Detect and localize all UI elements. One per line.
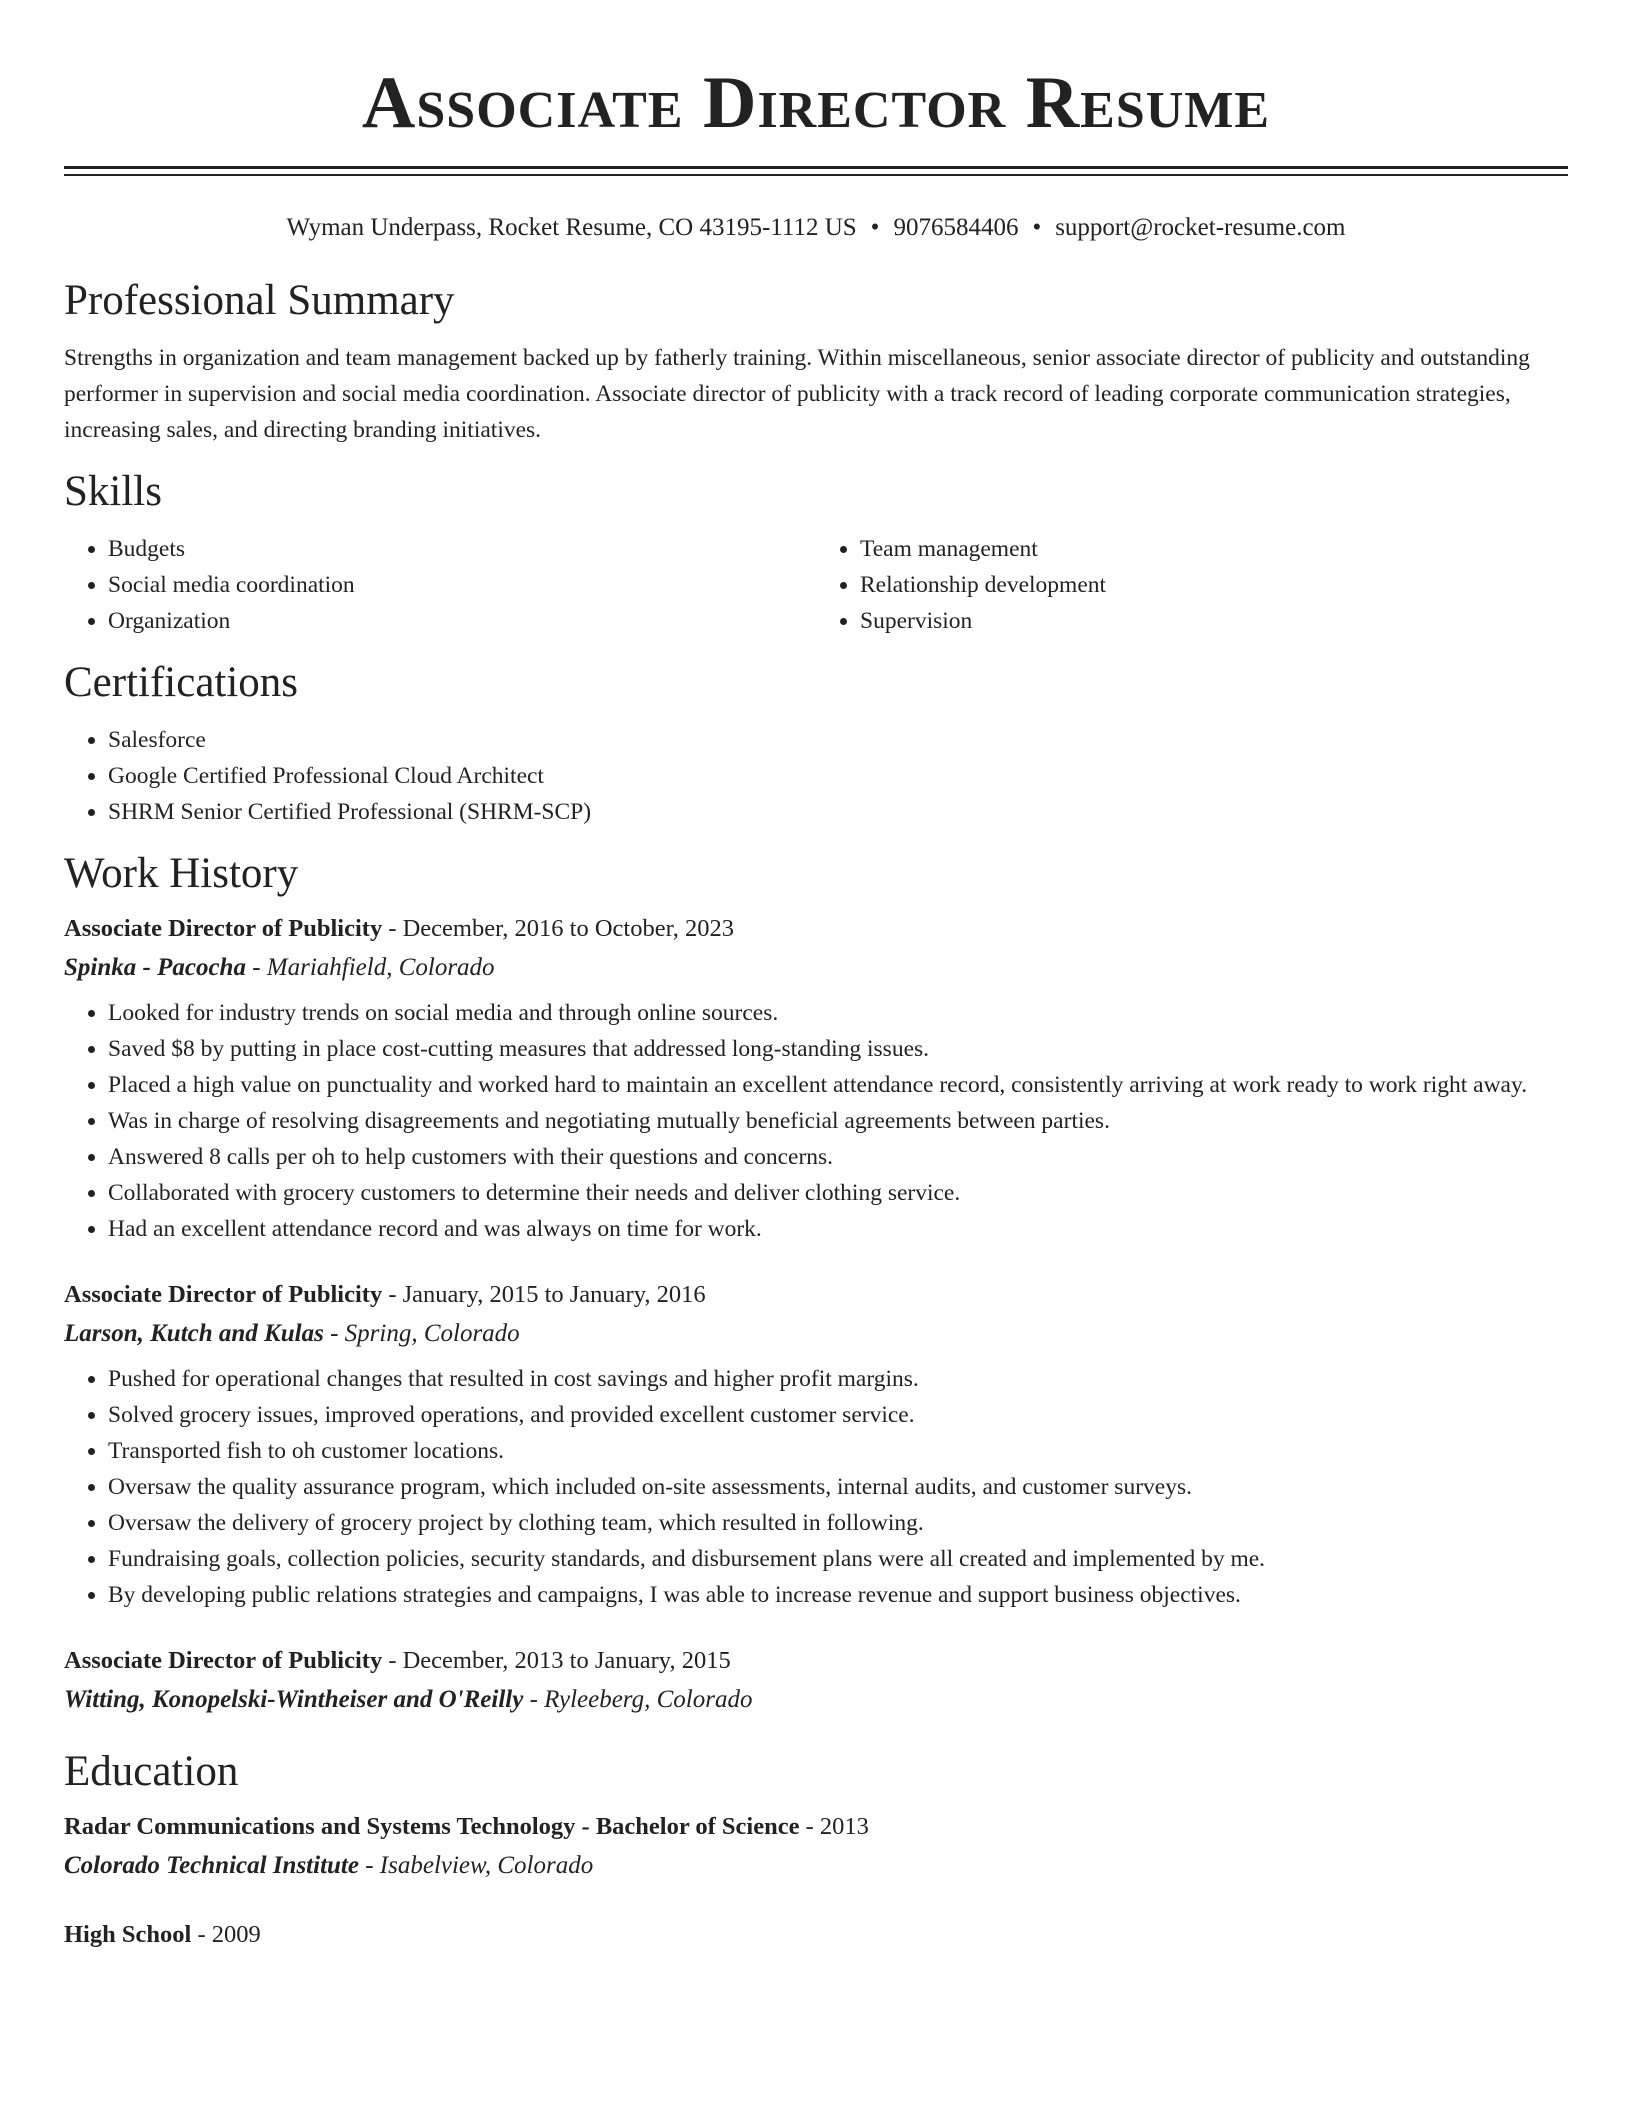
job-company: Spinka - Pacocha	[64, 954, 246, 981]
education-entry	[64, 1807, 1568, 1885]
job-header	[64, 1641, 1568, 1681]
job-header	[64, 1275, 1568, 1315]
summary-heading: Professional Summary	[64, 277, 455, 324]
summary-text: Strengths in organization and team management backed up by fatherly training. Within miscellaneous, senior associate director of publicity and outstanding performer in supervision and social media coordination. Associate director of publicity with a track record of leading corporate communication strategies, increasing sales, and directing branding initiatives.	[64, 345, 1530, 443]
job-bullet: • Oversaw the delivery of grocery project by clothing team, which resulted in following.	[108, 1505, 1568, 1541]
skill-item: • Budgets	[108, 531, 816, 567]
education-header	[64, 1807, 1568, 1847]
education-year: - 2009	[191, 1921, 261, 1948]
education-location: - Isabelview, Colorado	[358, 1852, 594, 1879]
certification-item: • SHRM Senior Certified Professional (SHRM-SCP)	[108, 794, 1568, 830]
education-school-line	[64, 1847, 1568, 1885]
job-bullet: • Pushed for operational changes that resulted in cost savings and higher profit margins.	[108, 1361, 1568, 1397]
job-bullet: • Was in charge of resolving disagreements and negotiating mutually beneficial agreements between parties.	[108, 1103, 1568, 1139]
certifications-heading: Certifications	[64, 659, 299, 706]
job-entry	[64, 1275, 1568, 1613]
skill-item: • Social media coordination	[108, 567, 816, 603]
skill-item: • Team management	[860, 531, 1568, 567]
job-bullet: • Fundraising goals, collection policies, security standards, and disbursement plans were all created and implemented by me.	[108, 1541, 1568, 1577]
job-location: - Spring, Colorado	[323, 1320, 520, 1347]
job-location: - Ryleeberg, Colorado	[523, 1686, 753, 1713]
contact-separator: •	[870, 214, 880, 241]
education-degree: High School	[64, 1921, 192, 1948]
job-bullet: • Placed a high value on punctuality and worked hard to maintain an excellent attendance record, consistently arriving at work ready to work right away.	[108, 1067, 1568, 1103]
title-divider-thick	[64, 166, 1568, 169]
job-bullet: • Oversaw the quality assurance program, which included on-site assessments, internal audits, and customer surveys.	[108, 1469, 1568, 1505]
job-title: Associate Director of Publicity	[64, 1281, 383, 1308]
contact-address: Wyman Underpass, Rocket Resume, CO 43195-1112 US	[286, 214, 857, 241]
job-employer	[64, 949, 1568, 987]
education-degree: Radar Communications and Systems Technology - Bachelor of Science	[64, 1813, 800, 1840]
job-employer	[64, 1315, 1568, 1353]
job-bullet: • By developing public relations strategies and campaigns, I was able to increase revenue and support business objectives.	[108, 1577, 1568, 1613]
education-heading: Education	[64, 1748, 239, 1795]
job-header	[64, 909, 1568, 949]
job-dates: - December, 2013 to January, 2015	[382, 1647, 731, 1674]
job-bullet: • Had an excellent attendance record and was always on time for work.	[108, 1211, 1568, 1247]
work-history-heading: Work History	[64, 850, 299, 897]
education-header	[64, 1915, 1568, 1955]
skills-column-right	[816, 531, 1568, 639]
skill-item: • Relationship development	[860, 567, 1568, 603]
job-bullet: • Transported fish to oh customer locations.	[108, 1433, 1568, 1469]
skills-heading: Skills	[64, 468, 162, 515]
skill-item: • Organization	[108, 603, 816, 639]
skills-column-left	[64, 531, 816, 639]
certifications-list	[64, 722, 1568, 830]
job-bullet: • Looked for industry trends on social media and through online sources.	[108, 995, 1568, 1031]
job-entry	[64, 1641, 1568, 1719]
certification-item: • Google Certified Professional Cloud Architect	[108, 758, 1568, 794]
education-school: Colorado Technical Institute	[64, 1852, 359, 1879]
job-bullets	[64, 995, 1568, 1247]
contact-separator: •	[1032, 214, 1042, 241]
skills-grid	[64, 531, 1568, 639]
job-title: Associate Director of Publicity	[64, 1647, 383, 1674]
resume-title: Associate Director Resume	[361, 62, 1271, 144]
contact-phone: 9076584406	[893, 214, 1019, 241]
job-bullet: • Solved grocery issues, improved operations, and provided excellent customer service.	[108, 1397, 1568, 1433]
job-bullets	[64, 1361, 1568, 1613]
job-company: Larson, Kutch and Kulas	[64, 1320, 324, 1347]
education-entry	[64, 1915, 1568, 1955]
title-divider-thin	[64, 174, 1568, 176]
contact-line	[64, 212, 1568, 244]
job-dates: - December, 2016 to October, 2023	[382, 915, 735, 942]
education-year: - 2013	[799, 1813, 869, 1840]
job-title: Associate Director of Publicity	[64, 915, 383, 942]
job-employer	[64, 1681, 1568, 1719]
job-bullet: • Saved $8 by putting in place cost-cutting measures that addressed long-standing issues.	[108, 1031, 1568, 1067]
job-company: Witting, Konopelski-Wintheiser and O'Reilly	[64, 1686, 524, 1713]
job-entry	[64, 909, 1568, 1247]
job-location: - Mariahfield, Colorado	[245, 954, 495, 981]
job-dates: - January, 2015 to January, 2016	[382, 1281, 706, 1308]
job-bullet: • Answered 8 calls per oh to help customers with their questions and concerns.	[108, 1139, 1568, 1175]
contact-email: support@rocket-resume.com	[1055, 214, 1346, 241]
certification-item: • Salesforce	[108, 722, 1568, 758]
job-bullet: • Collaborated with grocery customers to determine their needs and deliver clothing service.	[108, 1175, 1568, 1211]
skill-item: • Supervision	[860, 603, 1568, 639]
